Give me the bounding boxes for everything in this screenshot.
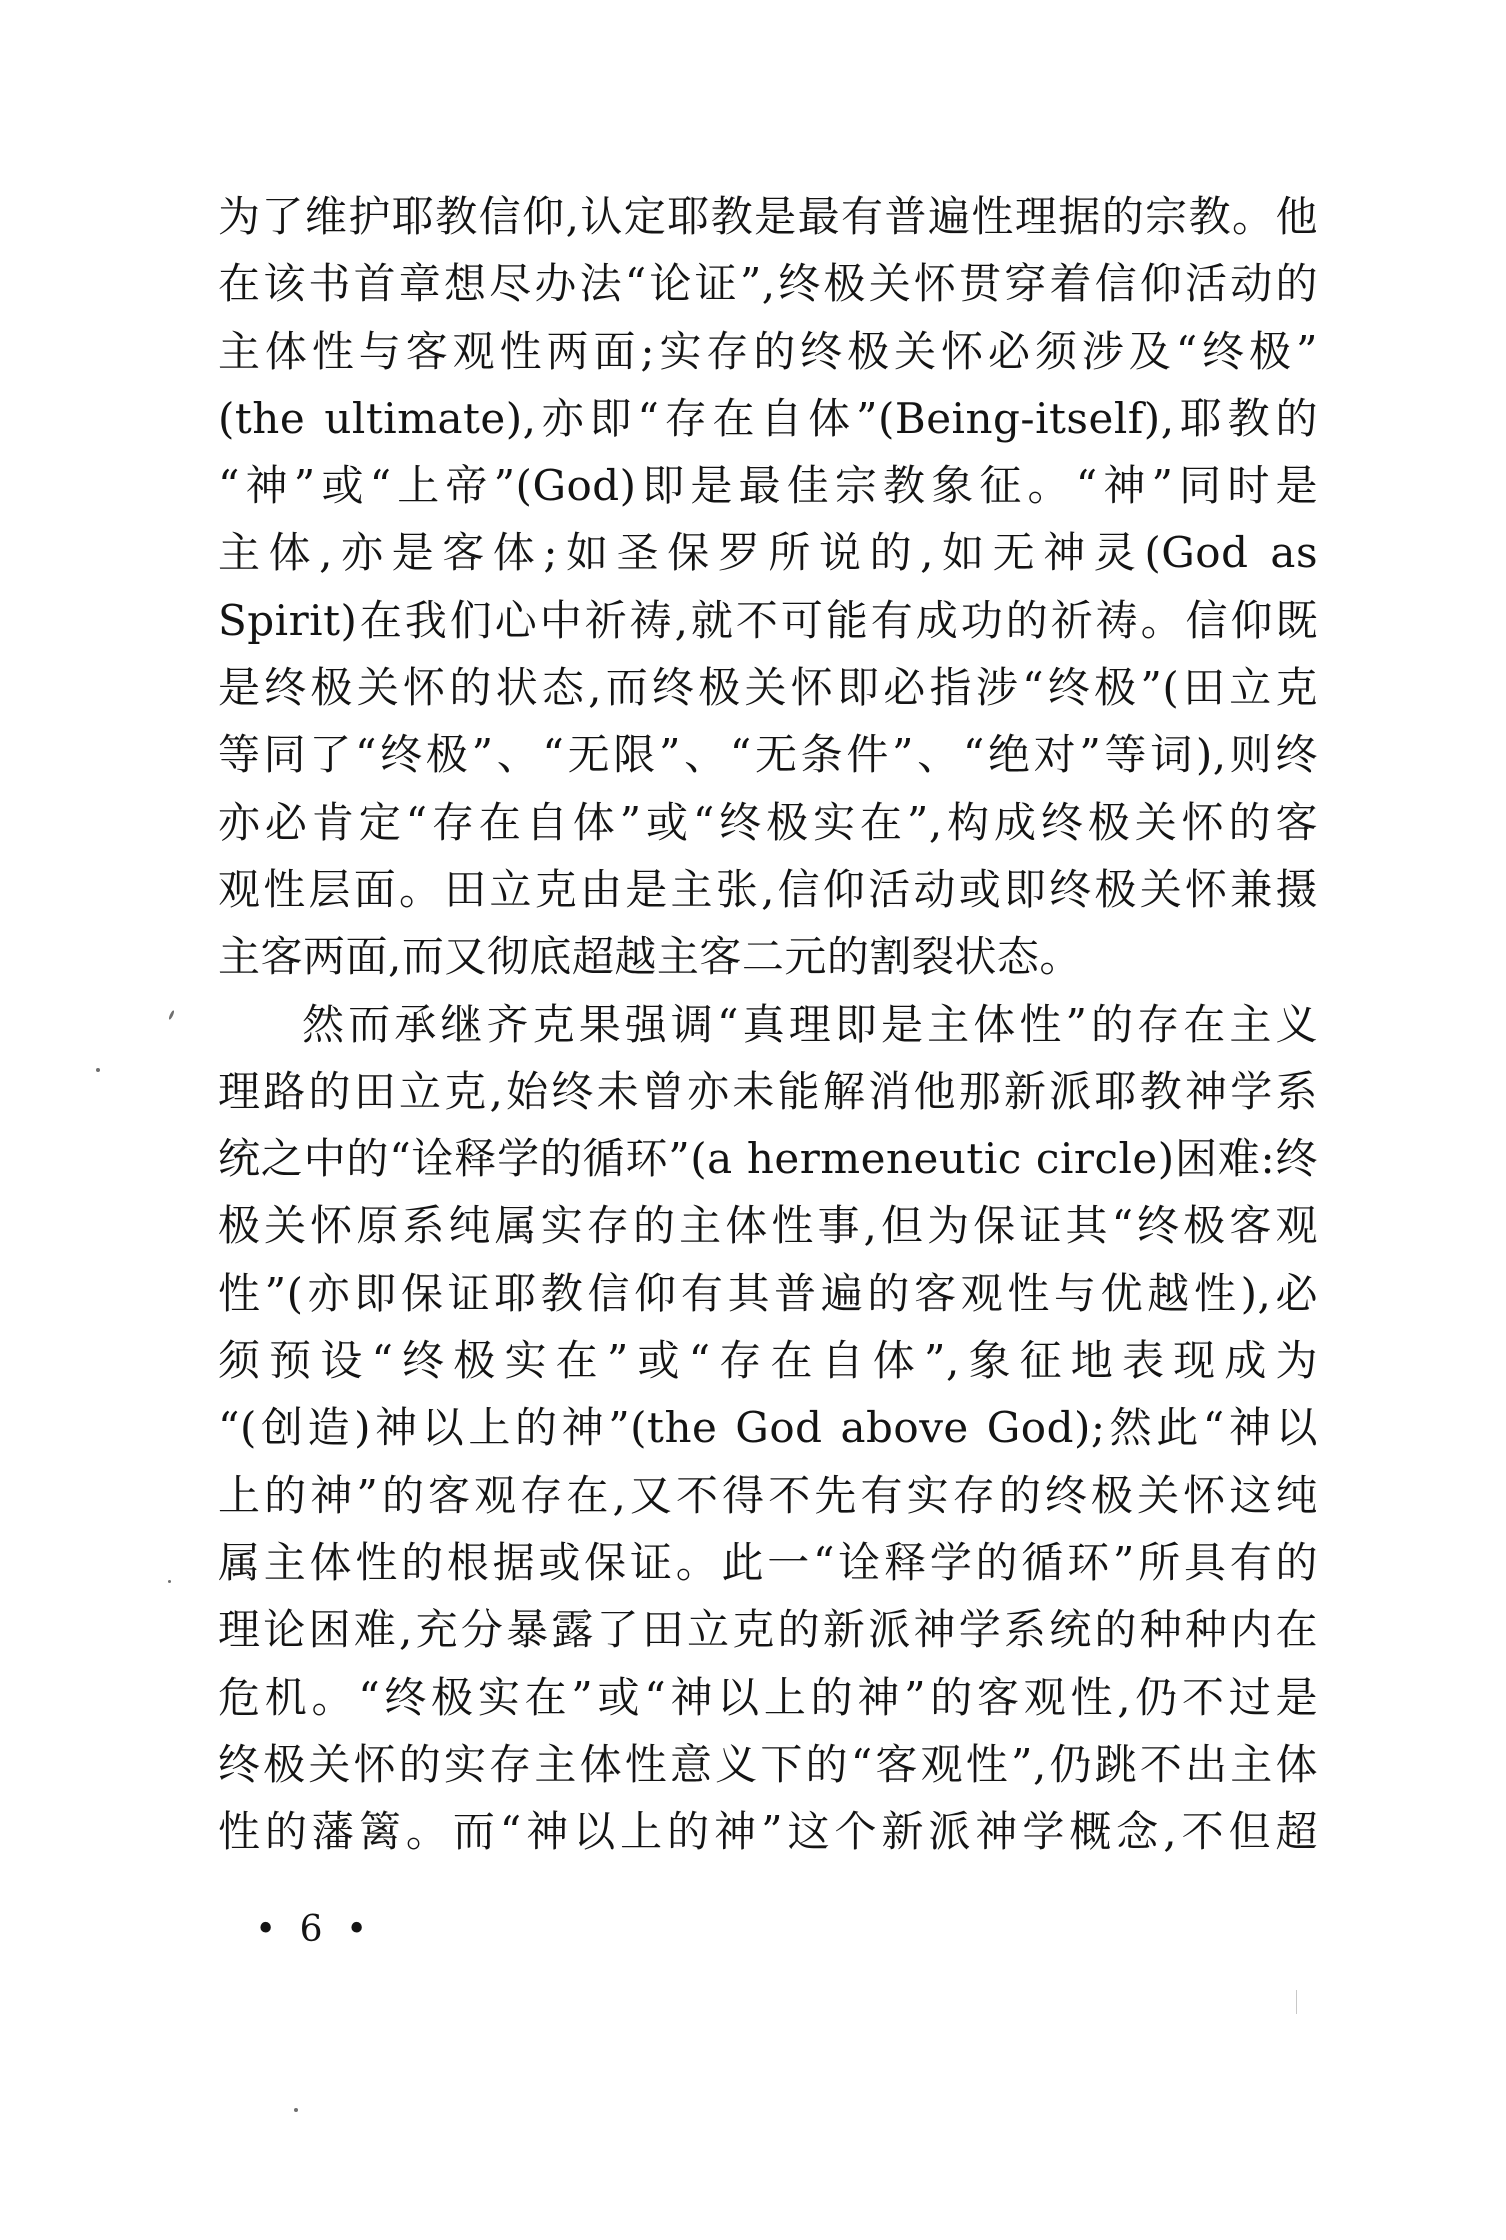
text-line-10: 亦必肯定“存在自体”或“终极实在”,构成终极关怀的客	[218, 797, 1318, 847]
text-line-14: 理路的田立克,始终未曾亦未能解消他那新派耶教神学系	[218, 1066, 1318, 1116]
text-line-3: 主体性与客观性两面;实存的终极关怀必须涉及“终极”	[218, 326, 1318, 376]
text-line-19: “(创造)神以上的神”(the God above God);然此“神以	[218, 1403, 1318, 1453]
text-line-12: 主客两面,而又彻底超越主客二元的割裂状态。	[218, 932, 1082, 982]
paragraph-start-line: 然而承继齐克果强调“真理即是主体性”的存在主义	[302, 999, 1318, 1049]
text-line-9: 等同了“终极”、“无限”、“无条件”、“绝对”等词),则终	[218, 730, 1318, 780]
text-line-18: 须预设“终极实在”或“存在自体”,象征地表现成为	[218, 1336, 1318, 1386]
text-line-25: 性的藩篱。而“神以上的神”这个新派神学概念,不但超	[218, 1807, 1318, 1857]
text-line-4: (the ultimate),亦即“存在自体”(Being-itself),耶教的	[218, 393, 1318, 443]
scan-mark	[1296, 1990, 1297, 2014]
text-line-6: 主体,亦是客体;如圣保罗所说的,如无神灵(God as	[218, 528, 1318, 578]
text-line-24: 终极关怀的实存主体性意义下的“客观性”,仍跳不出主体	[218, 1739, 1318, 1789]
scan-speck	[168, 1580, 171, 1583]
page-number: • 6 •	[255, 1909, 374, 1950]
text-line-20: 上的神”的客观存在,又不得不先有实存的终极关怀这纯	[218, 1470, 1318, 1520]
text-line-2: 在该书首章想尽办法“论证”,终极关怀贯穿着信仰活动的	[218, 259, 1318, 309]
text-line-7: Spirit)在我们心中祈祷,就不可能有成功的祈祷。信仰既	[218, 595, 1318, 645]
text-line-15: 统之中的“诠释学的循环”(a hermeneutic circle)困难:终	[218, 1134, 1318, 1184]
scan-speck	[168, 1010, 175, 1020]
text-line-16: 极关怀原系纯属实存的主体性事,但为保证其“终极客观	[218, 1201, 1318, 1251]
body-text	[218, 183, 1318, 1865]
text-line-5: “神”或“上帝”(God)即是最佳宗教象征。“神”同时是	[218, 461, 1318, 511]
text-line-22: 理论困难,充分暴露了田立克的新派神学系统的种种内在	[218, 1605, 1318, 1655]
text-line-11: 观性层面。田立克由是主张,信仰活动或即终极关怀兼摄	[218, 864, 1318, 914]
scan-speck	[294, 2108, 298, 2112]
text-line-8: 是终极关怀的状态,而终极关怀即必指涉“终极”(田立克	[218, 663, 1318, 713]
text-line-21: 属主体性的根据或保证。此一“诠释学的循环”所具有的	[218, 1537, 1318, 1587]
text-line-17: 性”(亦即保证耶教信仰有其普遍的客观性与优越性),必	[218, 1268, 1318, 1318]
text-line-23: 危机。“终极实在”或“神以上的神”的客观性,仍不过是	[218, 1672, 1318, 1722]
text-line-1: 为了维护耶教信仰,认定耶教是最有普遍性理据的宗教。他	[218, 192, 1318, 241]
scan-speck	[96, 1068, 100, 1072]
